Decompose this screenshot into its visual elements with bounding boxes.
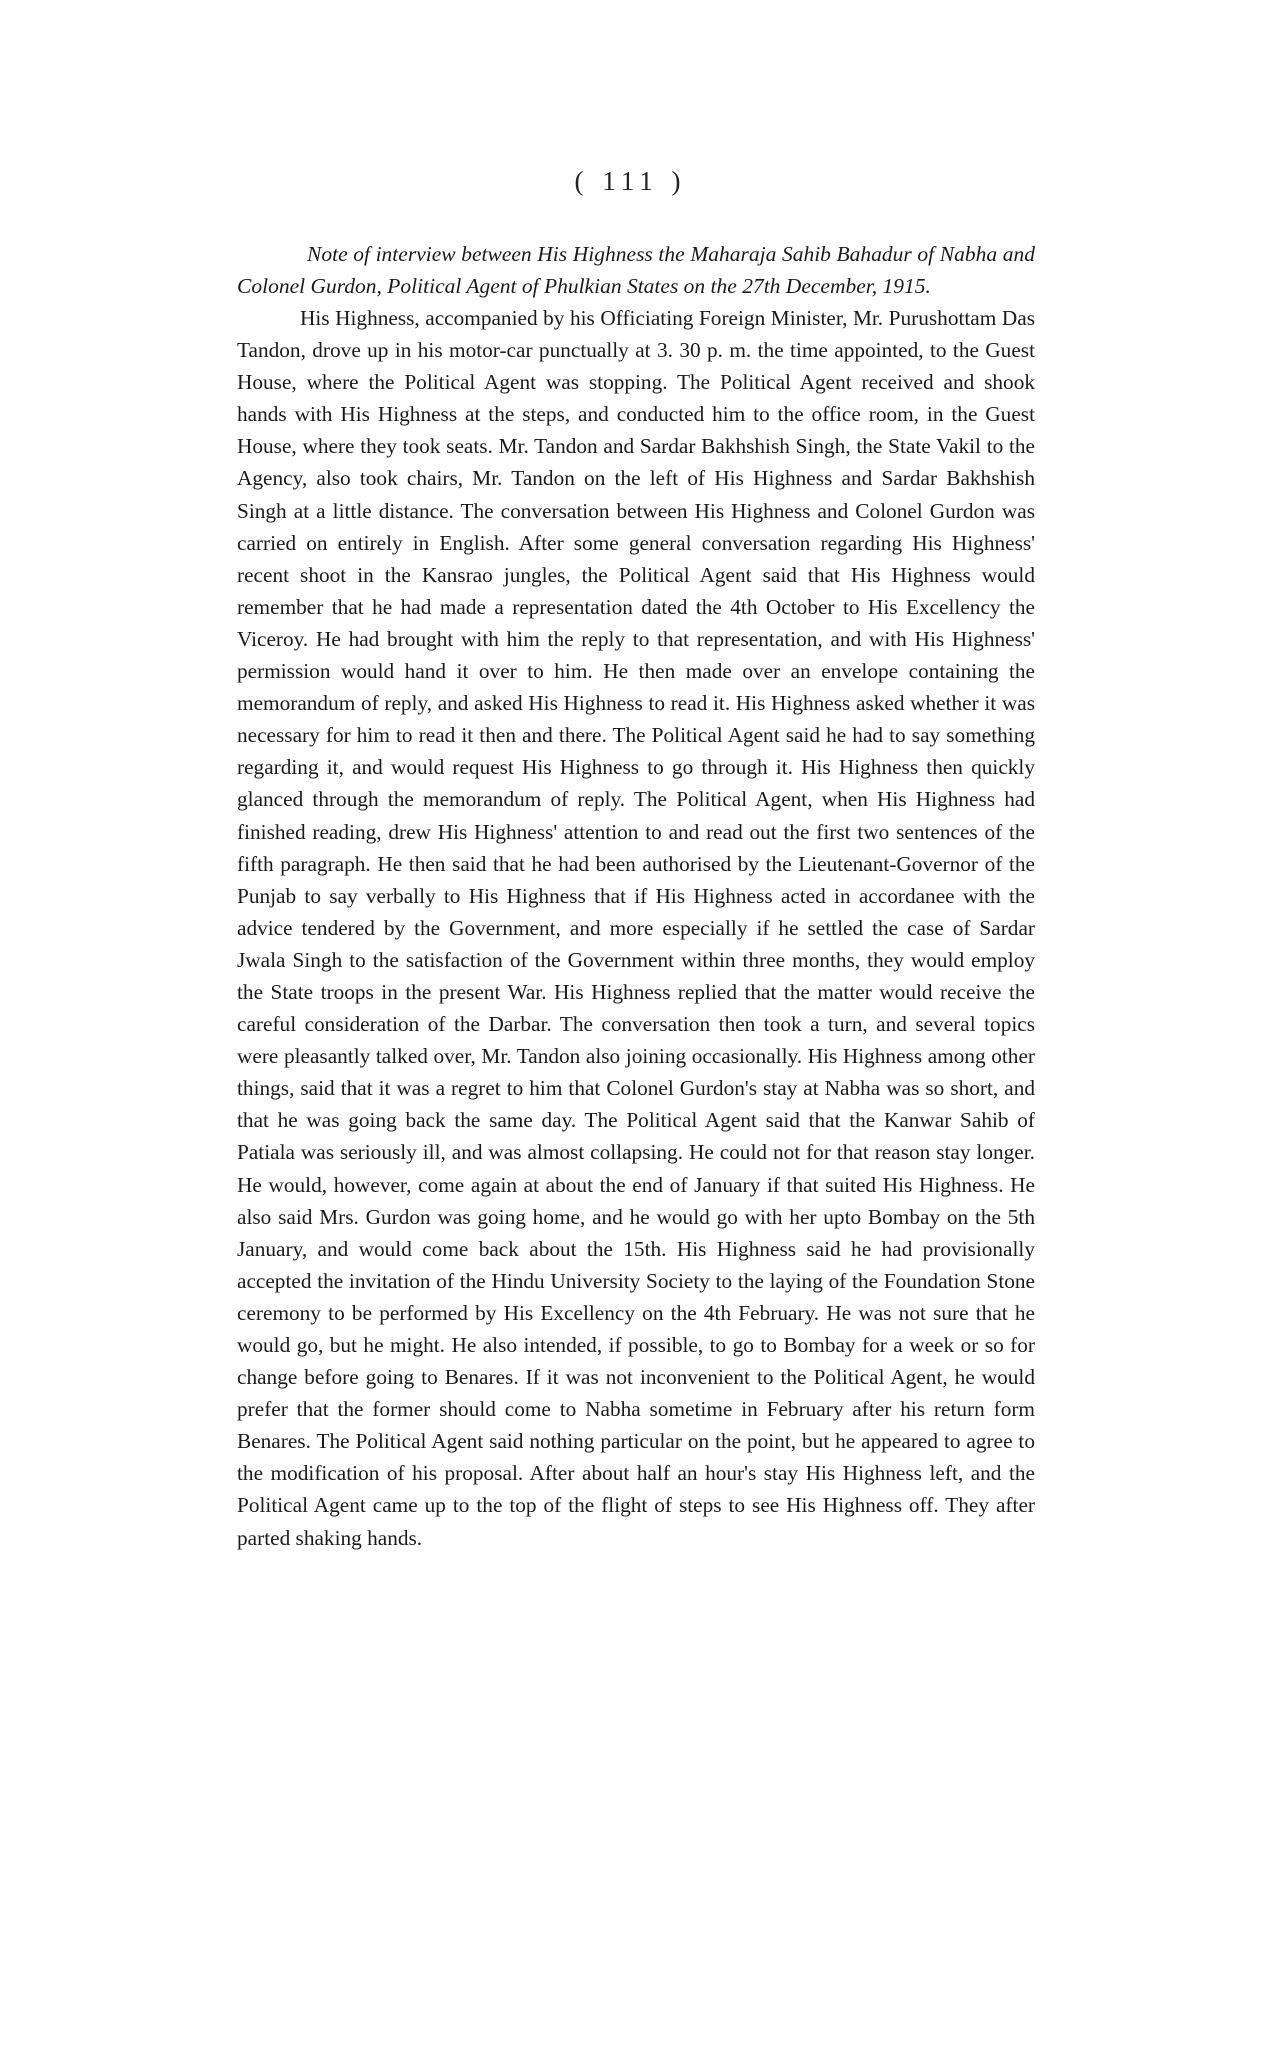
page-number: ( 111 ) [574, 166, 687, 196]
interview-note-heading: Note of interview between His Highness the Maharaja Sahib Bahadur of Nabha and Colonel Gurdon, Political Agent of Phulkian States on the 27th December, 1915. [237, 242, 1035, 298]
text-block [237, 238, 1035, 1554]
interview-note-body: His Highness, accompanied by his Officiating Foreign Minister, Mr. Purushottam Das Tandon, drove up in his motor-car punctually at 3. 30 p. m. the time appointed, to the Guest House, where the Political Agent was stopping. The Political Agent received and shook hands with His Highness at the steps, and conducted him to the office room, in the Guest House, where they took seats. Mr. Tandon and Sardar Bakhshish Singh, the State Vakil to the Agency, also took chairs, Mr. Tandon on the left of His Highness and Sardar Bakhshish Singh at a little distance. The conversation between His Highness and Colonel Gurdon was carried on entirely in English. After some general conversation regarding His Highness' recent shoot in the Kansrao jungles, the Political Agent said that His Highness would remember that he had made a representation dated the 4th October to His Excellency the Viceroy. He had brought with him the reply to that representation, and with His Highness' permission would hand it over to him. He then made over an envelope containing the memorandum of reply, and asked His Highness to read it. His Highness asked whether it was necessary for him to read it then and there. The Political Agent said he had to say something regarding it, and would request His Highness to go through it. His Highness then quickly glanced through the memorandum of reply. The Political Agent, when His Highness had finished reading, drew His Highness' attention to and read out the first two sentences of the fifth paragraph. He then said that he had been authorised by the Lieutenant-Governor of the Punjab to say verbally to His Highness that if His Highness acted in accordanee with the advice tendered by the Government, and more especially if he settled the case of Sardar Jwala Singh to the satisfaction of the Government within three months, they would employ the State troops in the present War. His Highness replied that the matter would receive the careful consideration of the Darbar. The conversation then took a turn, and several topics were pleasantly talked over, Mr. Tandon also joining occasionally. His Highness among other things, said that it was a regret to him that Colonel Gurdon's stay at Nabha was so short, and that he was going back the same day. The Political Agent said that the Kanwar Sahib of Patiala was seriously ill, and was almost collapsing. He could not for that reason stay longer. He would, however, come again at about the end of January if that suited His Highness. He also said Mrs. Gurdon was going home, and he would go with her upto Bombay on the 5th January, and would come back about the 15th. His Highness said he had provisionally accepted the invitation of the Hindu University Society to the laying of the Foundation Stone ceremony to be performed by His Excellency on the 4th February. He was not sure that he would go, but he might. He also intended, if possible, to go to Bombay for a week or so for change before going to Benares. If it was not inconvenient to the Political Agent, he would prefer that the former should come to Nabha sometime in February after his return form Benares. The Political Agent said nothing particular on the point, but he appeared to agree to the modification of his proposal. After about half an hour's stay His Highness left, and the Political Agent came up to the top of the flight of steps to see His Highness off. They after parted shaking hands. [237, 306, 1035, 1550]
